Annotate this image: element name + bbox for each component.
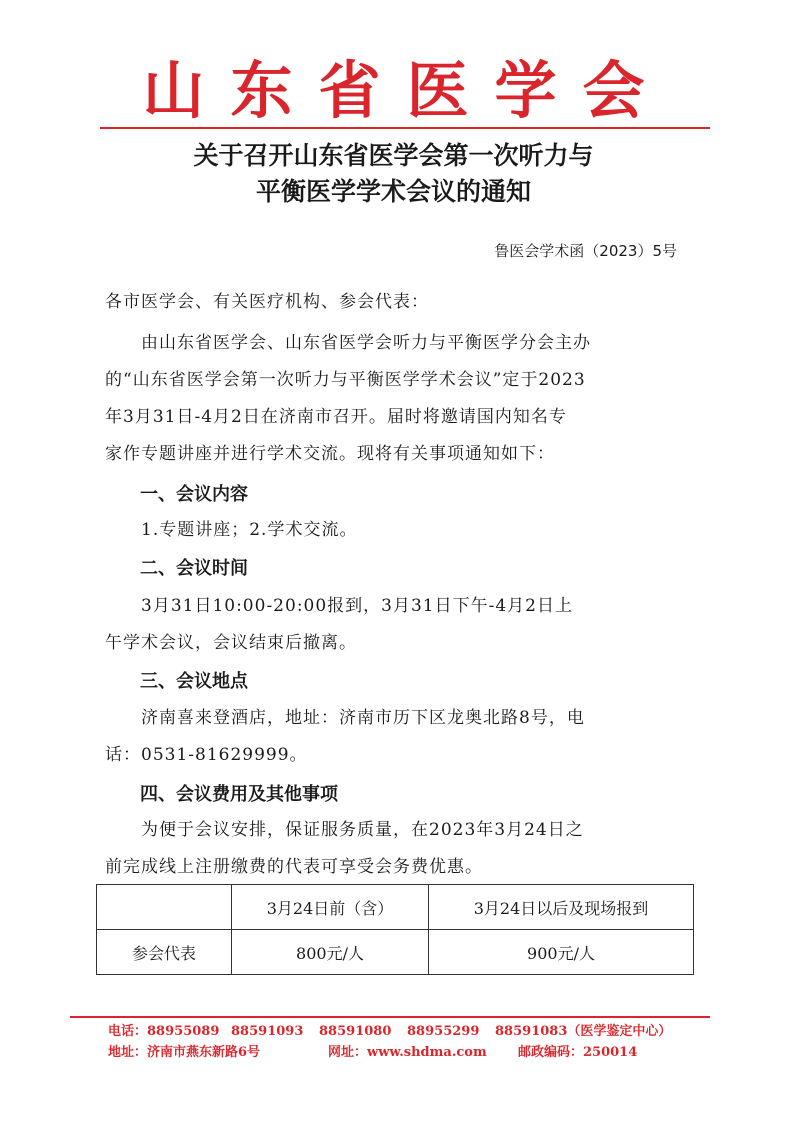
footer-divider bbox=[70, 1016, 710, 1018]
section-line: 话：0531-81629999。 bbox=[105, 745, 308, 765]
section-body-content bbox=[105, 512, 695, 549]
phone-label: 电话： bbox=[108, 1024, 148, 1039]
table-cell bbox=[97, 885, 232, 930]
phone-number: 88591083（医学鉴定中心） bbox=[495, 1024, 672, 1039]
section-body-fees bbox=[105, 812, 695, 886]
footer-phones bbox=[108, 1022, 671, 1042]
section-body-time bbox=[105, 588, 695, 662]
section-line: 1.专题讲座；2.学术交流。 bbox=[141, 520, 358, 540]
section-heading-fees: 四、会议费用及其他事项 bbox=[140, 784, 338, 805]
section-line: 午学术会议，会议结束后撤离。 bbox=[105, 633, 357, 653]
intro-line: 的“山东省医学会第一次听力与平衡医学学术会议”定于2023 bbox=[105, 370, 586, 390]
fee-table bbox=[96, 884, 694, 975]
header-divider bbox=[100, 127, 710, 129]
footer-address-line bbox=[108, 1043, 637, 1063]
table-cell: 参会代表 bbox=[97, 930, 232, 975]
table-header-cell: 3月24日前（含） bbox=[232, 885, 429, 930]
document-title bbox=[0, 138, 787, 210]
table-row bbox=[97, 930, 694, 975]
table-cell: 800元/人 bbox=[232, 930, 429, 975]
phone-number: 88591093 bbox=[231, 1024, 304, 1039]
phone-number: 88955089 bbox=[147, 1024, 220, 1039]
intro-line: 由山东省医学会、山东省医学会听力与平衡医学分会主办 bbox=[141, 333, 591, 353]
title-line-1: 关于召开山东省医学会第一次听力与 bbox=[193, 141, 594, 170]
table-header-cell: 3月24日以后及现场报到 bbox=[429, 885, 694, 930]
footer-postcode: 邮政编码：250014 bbox=[518, 1045, 638, 1060]
section-line: 3月31日10:00-20:00报到，3月31日下午-4月2日上 bbox=[141, 596, 573, 616]
section-heading-content: 一、会议内容 bbox=[140, 484, 248, 505]
section-heading-location: 三、会议地点 bbox=[140, 671, 248, 692]
section-line: 为便于会议安排，保证服务质量，在2023年3月24日之 bbox=[141, 820, 584, 840]
section-line: 济南喜来登酒店，地址：济南市历下区龙奥北路8号，电 bbox=[141, 708, 585, 728]
document-number: 鲁医会学术函（2023）5号 bbox=[494, 242, 677, 260]
title-line-2: 平衡医学学术会议的通知 bbox=[255, 177, 531, 206]
phone-number: 88591080 bbox=[319, 1024, 392, 1039]
organization-title: 山东省医学会 bbox=[142, 54, 671, 127]
table-cell: 900元/人 bbox=[429, 930, 694, 975]
intro-line: 家作专题讲座并进行学术交流。现将有关事项通知如下： bbox=[105, 444, 555, 464]
section-heading-time: 二、会议时间 bbox=[140, 558, 248, 579]
footer-website: 网址：www.shdma.com bbox=[328, 1045, 487, 1060]
section-line: 前完成线上注册缴费的代表可享受会务费优惠。 bbox=[105, 857, 483, 877]
intro-paragraph bbox=[105, 325, 695, 473]
section-body-location bbox=[105, 700, 695, 774]
intro-line: 年3月31日-4月2日在济南市召开。届时将邀请国内知名专 bbox=[105, 407, 567, 427]
footer-address: 地址：济南市燕东新路6号 bbox=[108, 1045, 261, 1060]
salutation: 各市医学会、有关医疗机构、参会代表： bbox=[105, 292, 429, 312]
table-header-row bbox=[97, 885, 694, 930]
phone-number: 88955299 bbox=[407, 1024, 480, 1039]
